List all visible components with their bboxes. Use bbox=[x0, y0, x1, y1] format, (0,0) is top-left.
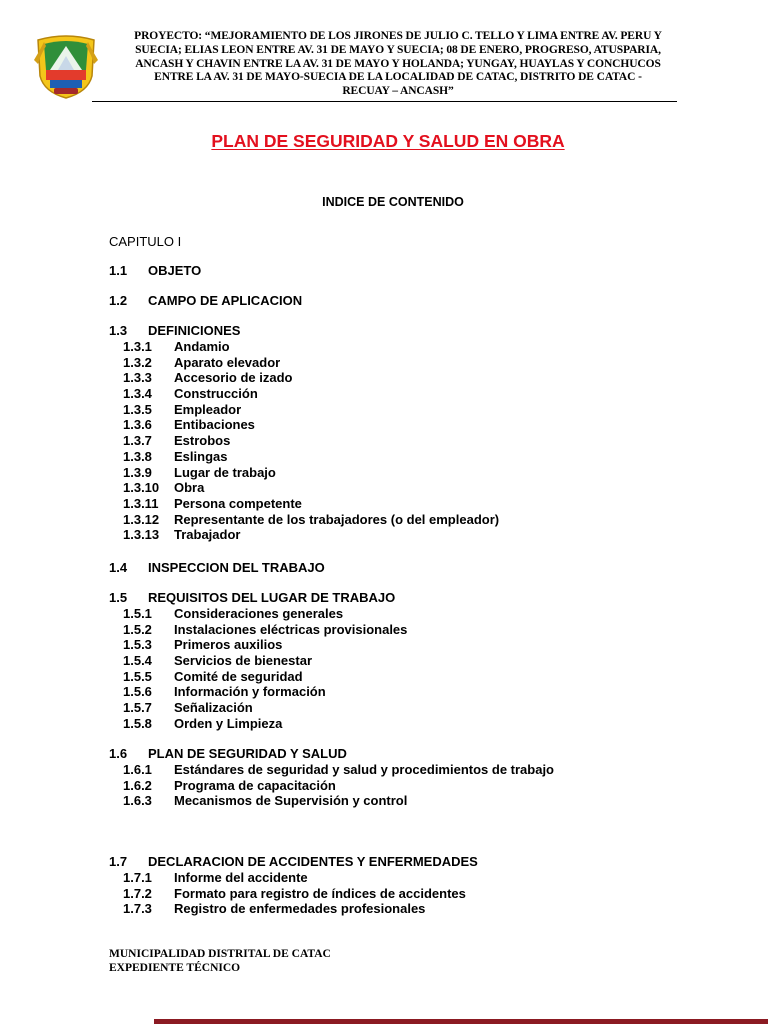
toc-subsection-row bbox=[109, 901, 729, 917]
subsection-number: 1.6.3 bbox=[123, 793, 152, 809]
subsection-title: Consideraciones generales bbox=[174, 606, 344, 621]
subsection-title: Comité de seguridad bbox=[174, 668, 303, 684]
toc-subsection-row bbox=[109, 512, 729, 528]
toc-section-row bbox=[109, 560, 729, 576]
footer-file: EXPEDIENTE TÉCNICO bbox=[109, 962, 241, 974]
subsection-title: Estrobos bbox=[174, 433, 231, 449]
subsection-number: 1.7.1 bbox=[123, 870, 152, 885]
toc-subsection-row bbox=[109, 793, 729, 809]
toc-subsection-row bbox=[109, 669, 729, 685]
subsection-title: Formato para registro de índices de accidentes bbox=[174, 885, 466, 901]
section-number: 1.3 bbox=[109, 323, 128, 338]
subsection-title: Servicios de bienestar bbox=[174, 653, 313, 669]
subsection-title: Lugar de trabajo bbox=[174, 464, 276, 480]
subsection-title: Orden y Limpieza bbox=[174, 715, 283, 731]
section-title: REQUISITOS DEL LUGAR DE TRABAJO bbox=[148, 590, 396, 605]
subsection-title: Informe del accidente bbox=[174, 870, 308, 885]
subsection-number: 1.5.4 bbox=[123, 653, 152, 669]
toc-subsection-row bbox=[109, 480, 729, 496]
subsection-title: Andamio bbox=[174, 339, 230, 354]
toc-subsection-row bbox=[109, 370, 729, 386]
toc-subsection-row bbox=[109, 527, 729, 543]
toc-section-row bbox=[109, 323, 729, 339]
subsection-number: 1.7.2 bbox=[123, 885, 152, 901]
subsection-number: 1.6.2 bbox=[123, 777, 152, 793]
subsection-number: 1.3.2 bbox=[123, 354, 152, 370]
section-title: CAMPO DE APLICACION bbox=[148, 293, 303, 308]
subsection-number: 1.5.7 bbox=[123, 700, 152, 716]
toc-subsection-row bbox=[109, 465, 729, 481]
subsection-number: 1.3.10 bbox=[123, 480, 160, 496]
section-number: 1.4 bbox=[109, 560, 128, 575]
subsection-title: Accesorio de izado bbox=[174, 370, 293, 386]
subsection-title: Persona competente bbox=[174, 495, 302, 511]
subsection-number: 1.5.1 bbox=[123, 606, 152, 621]
toc-subsection-row bbox=[109, 886, 729, 902]
toc-subsection-row bbox=[109, 449, 729, 465]
toc-subsection-row bbox=[109, 700, 729, 716]
subsection-number: 1.3.9 bbox=[123, 464, 152, 480]
toc-subsection-row bbox=[109, 762, 729, 778]
section-number: 1.2 bbox=[109, 293, 128, 308]
toc-section bbox=[109, 746, 729, 809]
section-title: OBJETO bbox=[148, 263, 202, 278]
subsection-title: Construcción bbox=[174, 386, 258, 402]
subsection-number: 1.3.7 bbox=[123, 433, 152, 449]
subsection-number: 1.3.3 bbox=[123, 370, 152, 386]
subsection-title: Entibaciones bbox=[174, 417, 255, 433]
section-title: PLAN DE SEGURIDAD Y SALUD bbox=[148, 746, 347, 761]
subsection-number: 1.3.1 bbox=[123, 339, 152, 354]
bottom-decorative-bar bbox=[154, 1019, 768, 1024]
subsection-number: 1.5.3 bbox=[123, 637, 152, 653]
subsection-number: 1.5.6 bbox=[123, 684, 152, 700]
project-line: SUECIA; ELIAS LEON ENTRE AV. 31 DE MAYO Y SUECIA; 08 DE ENERO, PROGRESO, ATUSPARIA, bbox=[135, 43, 661, 56]
toc-subsection-row bbox=[109, 684, 729, 700]
toc-section-row bbox=[109, 293, 729, 309]
subsection-title: Trabajador bbox=[174, 527, 241, 543]
subsection-number: 1.6.1 bbox=[123, 762, 152, 777]
toc-section bbox=[109, 590, 729, 732]
toc-subsection-row bbox=[109, 637, 729, 653]
toc-subsection-row bbox=[109, 386, 729, 402]
subsection-title: Eslingas bbox=[174, 448, 228, 464]
subsection-title: Registro de enfermedades profesionales bbox=[174, 901, 426, 917]
subsection-number: 1.3.13 bbox=[123, 527, 160, 543]
subsection-title: Obra bbox=[174, 480, 205, 496]
toc-section bbox=[109, 323, 729, 543]
toc-subsection-row bbox=[109, 496, 729, 512]
subsection-number: 1.3.12 bbox=[123, 511, 160, 527]
toc-section-row bbox=[109, 263, 729, 279]
toc-subsection-row bbox=[109, 355, 729, 371]
project-line: ANCASH Y CHAVIN ENTRE LA AV. 31 DE MAYO Y HOLANDA; YUNGAY, HUAYLAS Y CONCHUCOS bbox=[135, 57, 661, 70]
toc-subsection-row bbox=[109, 402, 729, 418]
section-number: 1.1 bbox=[109, 263, 128, 278]
project-line: ENTRE LA AV. 31 DE MAYO-SUECIA DE LA LOCALIDAD DE CATAC, DISTRITO DE CATAC - bbox=[154, 71, 642, 84]
municipal-coat-of-arms-icon bbox=[30, 30, 102, 100]
subsection-title: Programa de capacitación bbox=[174, 777, 336, 793]
subsection-title: Mecanismos de Supervisión y control bbox=[174, 793, 408, 809]
toc-section bbox=[109, 293, 729, 309]
index-heading: INDICE DE CONTENIDO bbox=[322, 195, 464, 209]
page-title: PLAN DE SEGURIDAD Y SALUD EN OBRA bbox=[211, 131, 565, 151]
toc-subsection-row bbox=[109, 622, 729, 638]
subsection-number: 1.3.8 bbox=[123, 448, 152, 464]
section-number: 1.5 bbox=[109, 590, 128, 605]
subsection-number: 1.3.4 bbox=[123, 386, 152, 402]
subsection-title: Representante de los trabajadores (o del empleador) bbox=[174, 511, 500, 527]
subsection-title: Empleador bbox=[174, 401, 242, 417]
subsection-number: 1.3.6 bbox=[123, 417, 152, 433]
toc-subsection-row bbox=[109, 433, 729, 449]
section-title: DECLARACION DE ACCIDENTES Y ENFERMEDADES bbox=[148, 854, 478, 869]
document-footer bbox=[109, 947, 331, 975]
subsection-title: Aparato elevador bbox=[174, 354, 281, 370]
section-number: 1.6 bbox=[109, 746, 128, 761]
project-line: RECUAY – ANCASH” bbox=[342, 85, 454, 98]
subsection-title: Señalización bbox=[174, 700, 253, 716]
footer-municipality: MUNICIPALIDAD DISTRITAL DE CATAC bbox=[109, 948, 331, 960]
toc-section-row bbox=[109, 854, 729, 870]
toc-section-row bbox=[109, 746, 729, 762]
subsection-number: 1.5.8 bbox=[123, 715, 152, 731]
subsection-title: Primeros auxilios bbox=[174, 637, 283, 653]
subsection-number: 1.5.5 bbox=[123, 668, 152, 684]
subsection-number: 1.7.3 bbox=[123, 901, 152, 917]
section-title: INSPECCION DEL TRABAJO bbox=[148, 560, 325, 575]
toc-subsection-row bbox=[109, 606, 729, 622]
subsection-number: 1.3.11 bbox=[123, 495, 159, 511]
toc-subsection-row bbox=[109, 339, 729, 355]
section-number: 1.7 bbox=[109, 854, 128, 869]
document-header bbox=[30, 30, 690, 104]
subsection-title: Estándares de seguridad y salud y procedimientos de trabajo bbox=[174, 762, 555, 777]
toc-subsection-row bbox=[109, 778, 729, 794]
project-line: PROYECTO: “MEJORAMIENTO DE LOS JIRONES DE JULIO C. TELLO Y LIMA ENTRE AV. PERU Y bbox=[134, 30, 662, 42]
subsection-number: 1.3.5 bbox=[123, 401, 152, 417]
toc-subsection-row bbox=[109, 417, 729, 433]
toc-subsection-row bbox=[109, 716, 729, 732]
toc-subsection-row bbox=[109, 870, 729, 886]
toc-section-row bbox=[109, 590, 729, 606]
subsection-number: 1.5.2 bbox=[123, 621, 152, 637]
project-title bbox=[112, 30, 684, 99]
chapter-label: CAPITULO I bbox=[109, 234, 182, 249]
toc-subsection-row bbox=[109, 653, 729, 669]
subsection-title: Instalaciones eléctricas provisionales bbox=[174, 621, 408, 637]
header-divider bbox=[92, 101, 677, 102]
toc-section bbox=[109, 263, 729, 279]
subsection-title: Información y formación bbox=[174, 684, 326, 700]
toc-section bbox=[109, 560, 729, 576]
section-title: DEFINICIONES bbox=[148, 323, 241, 338]
toc-section bbox=[109, 854, 729, 917]
